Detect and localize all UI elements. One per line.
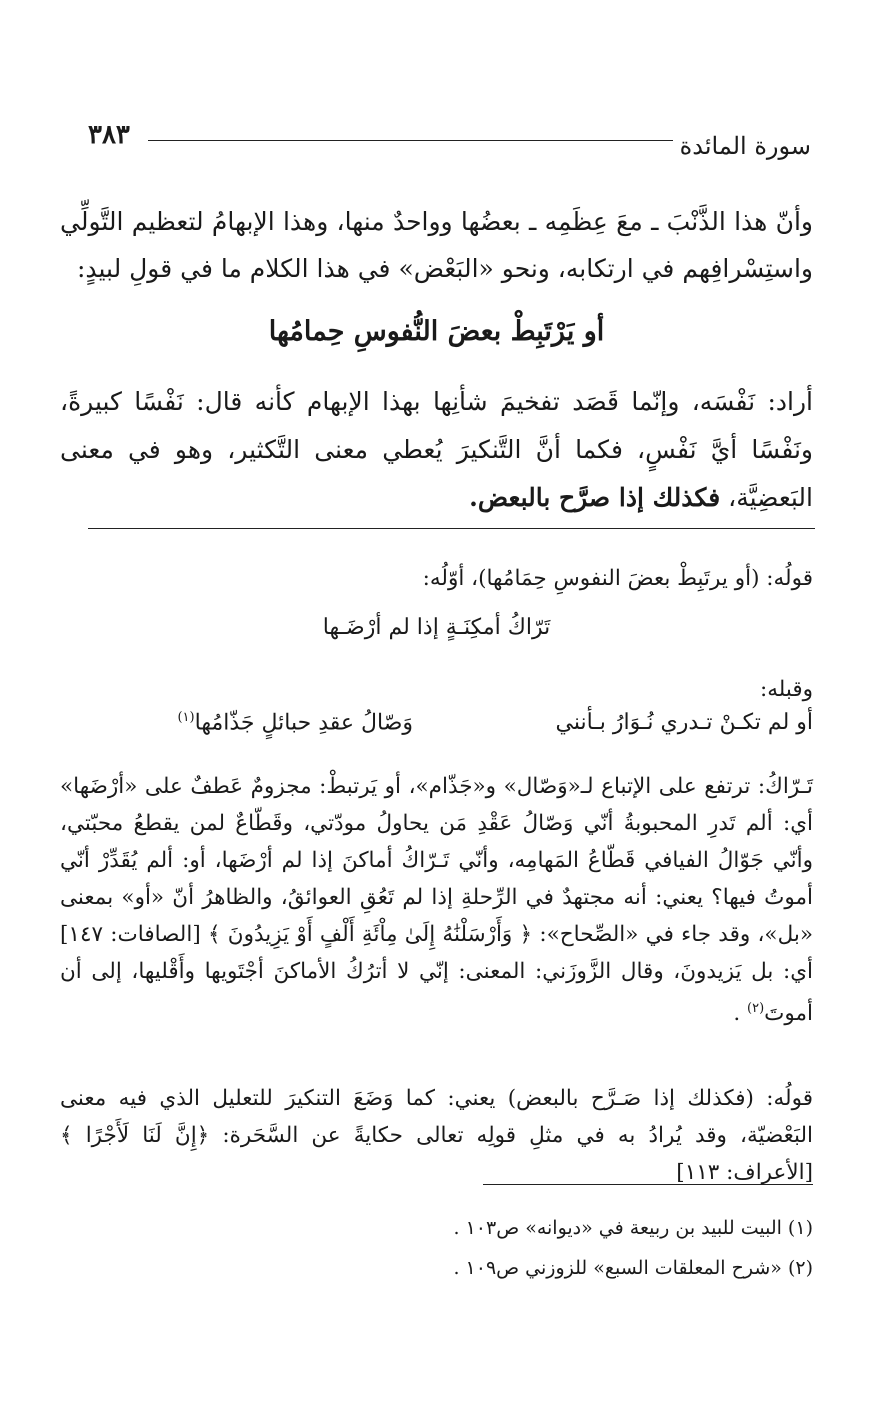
running-title: سورة المائدة [679,132,811,160]
footnote-marker-2: (٢) [747,1001,765,1016]
commentary-verse-1: تَرّاكُ أمكِنَـةٍ إذا لم أرْضَـها [322,615,551,640]
verse-hemistich-1: أو لم تكـنْ تـدري نُـوَارُ بـأنني [555,710,813,735]
main-text-para1: وأنّ هذا الذَّنْبَ ـ معَ عِظَمِه ـ بعضُها وواحدٌ منها، وهذا الإبهامُ لتعظيم التَّولِّي واستِسْرافِهم في ارتكابه، ونحو «البَعْض» في هذا الكلام ما في قولِ لبيدٍ: [60,207,813,283]
footnote-marker-1: (١) [177,710,195,725]
verse-hemistich-2-text: وَصّالُ عقدِ حبائلٍ جَذّامُها [194,710,413,736]
commentary-para-1: قولُه: (أو يرتَبِطْ بعضَ النفوسِ حِمَامُها)، أوّلُه: [422,566,813,591]
main-paragraph-1 [60,198,813,292]
main-verse: أو يَرْتَبِطْ بعضَ النُّفوسِ حِمامُها [268,316,605,347]
verse-hemistich-2 [177,710,413,735]
footnote-1: (١) البيت للبيد بن ربيعة في «ديوانه» ص١٠٣ . [453,1217,813,1239]
footnote-2: (٢) «شرح المعلقات السبع» للزوزني ص١٠٩ . [453,1257,813,1279]
main-text-para2: أراد: نَفْسَه، وإنّما قَصَد تفخيمَ شأنِها بهذا الإبهام كأنه قال: نَفْسًا كبيرةً، ونَفْسًا أيَّ نَفْسٍ، فكما أنَّ التَّنكيرَ يُعطي معنى التَّكثير، وهو في معنى البَعضِيَّة، [60,387,813,512]
footnotes [60,1208,813,1288]
commentary-verse-2 [60,710,813,746]
page-header [88,118,811,158]
header-rule [148,140,673,141]
main-paragraph-2 [60,378,813,522]
commentary-para-2-end: . [733,1001,748,1027]
footnote-rule [483,1184,813,1185]
commentary-para-3: قولُه: (فكذلك إذا صَـرَّح بالبعض) يعني: كما وَضَعَ التنكيرَ للتعليل الذي فيه معنى البَعْضيّة، وقد يُرادُ به في مثلِ قولِه تعالى حكايةً عن السَّحَرة: ﴿إِنَّ لَنَا لَأَجْرًا ﴾ [الأعراف: ١١٣] [60,1086,813,1185]
commentary-para-2-text: تَـرّاكُ: ترتفع على الإتباع لـ«وَصّال» و«جَذّام»، أو يَرتبطْ: مجزومٌ عَطفٌ على «أرْضَها» أي: ألم تَدرِ المحبوبةُ أنّي وَصّالُ عَقْدِ مَن يحاولُ مودّتي، وقَطّاعٌ لمن يقطعُ محبّتي، وأنّي جَوّالُ الفيافي قَطّاعُ المَهامِه، وأنّي تَـرّاكُ أماكنَ إذا لم أرْضَها، أو: ألم يُقَدِّرْ أنّي أموتُ فيها؟ يعني: أنه مجتهدٌ في الرِّحلةِ إذا لم تَعُقِ العوائقُ، والظاهرُ أنّ «أو» بمعنى «بل»، وقد جاء في «الصِّحاح»: ﴿ وَأَرْسَلْنَٰهُ إِلَىٰ مِاْئَةِ أَلْفٍ أَوْ يَزِيدُونَ ﴾ [الصافات: ١٤٧] أي: بل يَزيدونَ، وقال الزَّوزَني: المعنى: إنّي لا أترُكُ الأماكنَ أجْتَويها وأَقْليها، إلى أن أموتَ [60,774,813,1027]
page-number: ٣٨٣ [88,120,130,150]
main-text-para2-bold: فكذلك إذا صرَّح بالبعض. [469,483,721,512]
section-divider [88,528,815,529]
commentary-para-2 [60,768,813,1032]
commentary-qablah: وقبله: [759,677,813,702]
